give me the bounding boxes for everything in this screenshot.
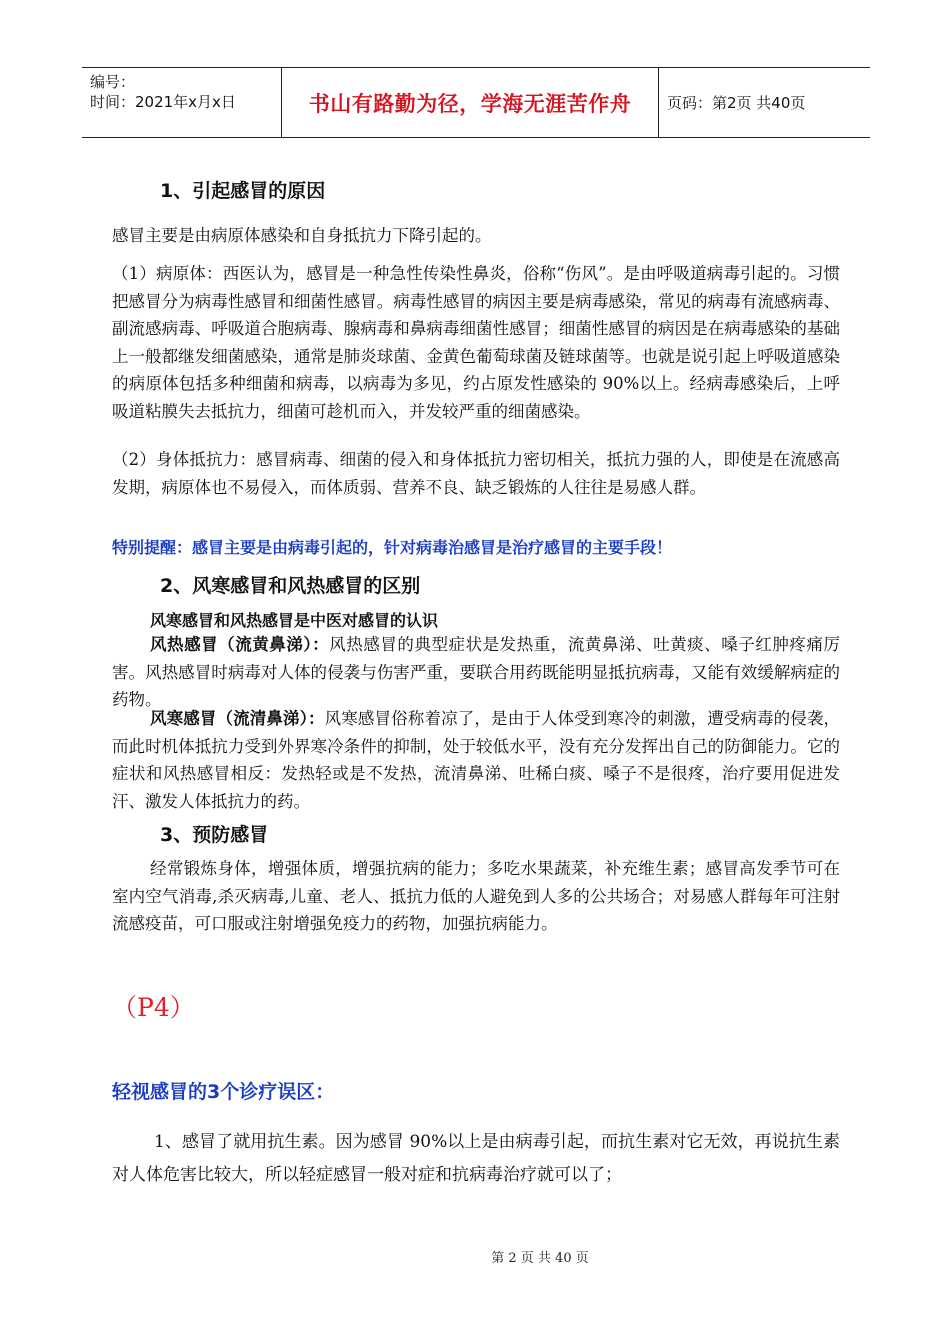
header-page-info: 页码：第2页 共40页 <box>667 94 806 112</box>
section3-title: 3、预防感冒 <box>160 824 269 846</box>
number-label: 编号： <box>90 73 136 91</box>
section4-title: 轻视感冒的3个诊疗误区： <box>112 1081 335 1103</box>
page-header <box>82 67 870 138</box>
section2-subtitle: 风寒感冒和风热感冒是中医对感冒的认识 <box>150 611 439 630</box>
special-reminder: 特别提醒：感冒主要是由病毒引起的，针对病毒治感冒是治疗感冒的主要手段！ <box>112 538 673 557</box>
section2-title: 2、风寒感冒和风热感冒的区别 <box>160 575 421 597</box>
fengre-label: 风热感冒（流黄鼻涕）： <box>150 635 330 654</box>
misconception-item-1: 1、感冒了就用抗生素。因为感冒 90%以上是由病毒引起，而抗生素对它无效，再说抗生素对人体危害比较大，所以轻症感冒一般对症和抗病毒治疗就可以了； <box>112 1132 840 1185</box>
fenghan-text: 风寒感冒俗称着凉了，是由于人体受到寒冷的刺激，遭受病毒的侵袭，而此时机体抵抗力受到外界寒冷条件的抑制，处于较低水平，没有充分发挥出自己的防御能力。它的症状和风热感冒相反：发热轻或是不发热，流清鼻涕、吐稀白痰、嗓子不是很疼，治疗要用促进发汗、激发人体抵抗力的药。 <box>112 709 841 811</box>
page-footer: 第 2 页 共 40 页 <box>491 1251 589 1266</box>
section1-para1: （1）病原体：西医认为，感冒是一种急性传染性鼻炎，俗称“伤风”。是由呼吸道病毒引起的。习惯把感冒分为病毒性感冒和细菌性感冒。病毒性感冒的病因主要是病毒感染，常见的病毒有流感病毒、副流感病毒、呼吸道合胞病毒、腺病毒和鼻病毒细菌性感冒；细菌性感冒的病因是在病毒感染的基础上一般都继发细菌感染，通常是肺炎球菌、金黄色葡萄球菌及链球菌等。也就是说引起上呼吸道感染的病原体包括多种细菌和病毒，以病毒为多见，约占原发性感染的 90%以上。经病毒感染后，上呼吸道粘膜失去抵抗力，细菌可趁机而入，并发较严重的细菌感染。 <box>112 264 840 421</box>
section3-text: 经常锻炼身体，增强体质，增强抗病的能力；多吃水果蔬菜，补充维生素；感冒高发季节可在室内空气消毒,杀灭病毒,儿童、老人、抵抗力低的人避免到人多的公共场合；对易感人群每年可注射流感疫苗，可口服或注射增强免疫力的药物，加强抗病能力。 <box>112 859 840 933</box>
fengre-paragraph <box>112 631 840 714</box>
section1-para2: （2）身体抵抗力：感冒病毒、细菌的侵入和身体抵抗力密切相关，抵抗力强的人，即使是在流感高发期，病原体也不易侵入，而体质弱、营养不良、缺乏锻炼的人往往是易感人群。 <box>112 450 840 497</box>
date-label: 时间：2021年x月x日 <box>90 93 236 111</box>
header-motto: 书山有路勤为径，学海无涯苦作舟 <box>282 68 659 137</box>
p4-marker: （P4） <box>112 993 195 1022</box>
fenghan-paragraph <box>112 705 840 815</box>
fengre-text: 风热感冒的典型症状是发热重，流黄鼻涕、吐黄痰、嗓子红肿疼痛厉害。风热感冒时病毒对人体的侵袭与伤害严重，要联合用药既能明显抵抗病毒，又能有效缓解病症的药物。 <box>112 635 841 709</box>
section1-title: 1、引起感冒的原因 <box>160 180 326 202</box>
header-meta <box>82 68 282 137</box>
fenghan-label: 风寒感冒（流清鼻涕）： <box>150 709 325 728</box>
section1-intro: 感冒主要是由病原体感染和自身抵抗力下降引起的。 <box>112 226 492 245</box>
